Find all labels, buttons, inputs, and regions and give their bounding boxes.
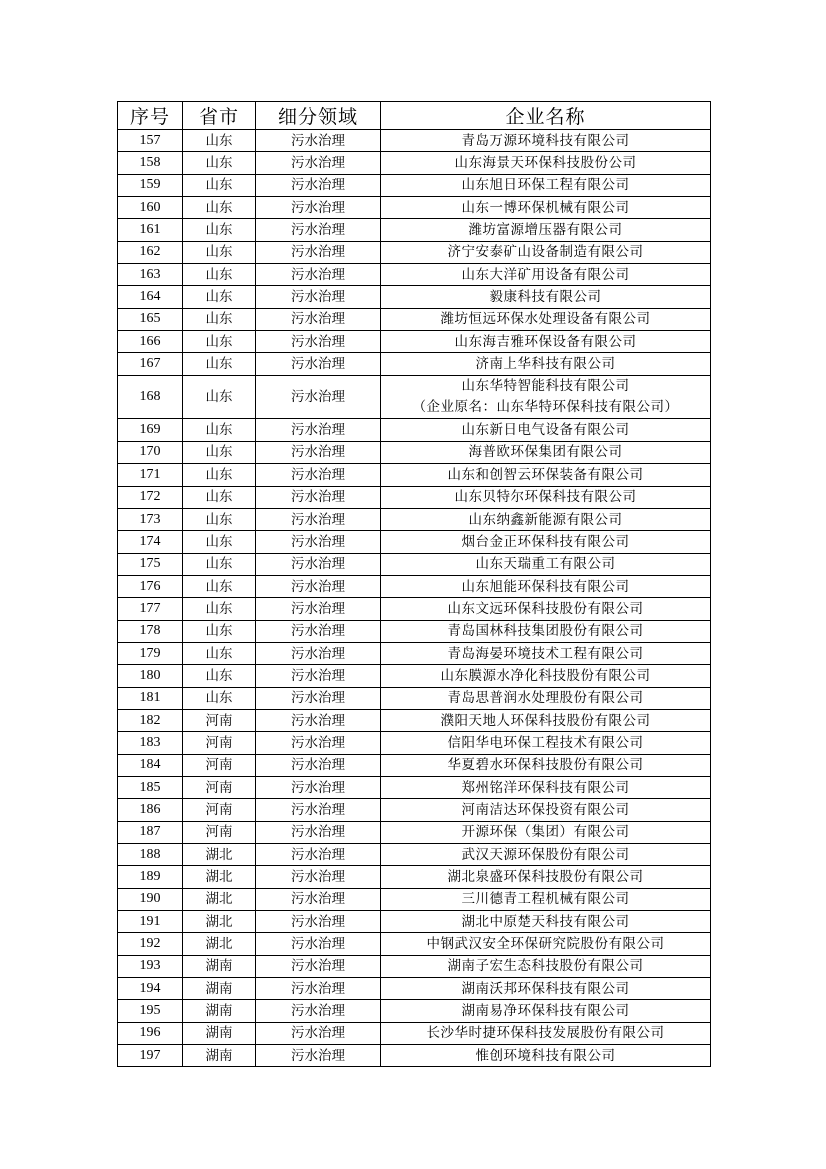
cell-company-name: 湖南易净环保科技有限公司 (381, 1000, 711, 1022)
company-list-table (117, 101, 711, 1067)
table-row (118, 978, 711, 1000)
cell-company-name: 青岛万源环境科技有限公司 (381, 130, 711, 152)
cell-province: 湖南 (183, 1000, 256, 1022)
table-row (118, 1045, 711, 1067)
cell-seq: 174 (118, 531, 183, 553)
cell-province: 湖南 (183, 1045, 256, 1067)
cell-seq: 192 (118, 933, 183, 955)
cell-seq: 162 (118, 241, 183, 263)
cell-company-name: 长沙华时捷环保科技发展股份有限公司 (381, 1022, 711, 1044)
cell-province: 山东 (183, 665, 256, 687)
cell-seq: 169 (118, 419, 183, 441)
cell-company-name: 山东新日电气设备有限公司 (381, 419, 711, 441)
cell-seq: 180 (118, 665, 183, 687)
cell-company-name: 开源环保（集团）有限公司 (381, 821, 711, 843)
cell-field: 污水治理 (256, 264, 381, 286)
table-row (118, 1000, 711, 1022)
cell-province: 河南 (183, 799, 256, 821)
cell-field: 污水治理 (256, 331, 381, 353)
company-former-name-note: （企业原名：山东华特环保科技有限公司） (412, 399, 679, 416)
table-row (118, 620, 711, 642)
cell-field: 污水治理 (256, 1000, 381, 1022)
cell-field: 污水治理 (256, 353, 381, 375)
table-row (118, 486, 711, 508)
cell-province: 河南 (183, 754, 256, 776)
cell-company-name: 湖北中原楚天科技有限公司 (381, 911, 711, 933)
cell-company-name: 山东一博环保机械有限公司 (381, 197, 711, 219)
cell-field: 污水治理 (256, 732, 381, 754)
table-row (118, 575, 711, 597)
cell-province: 山东 (183, 241, 256, 263)
cell-field: 污水治理 (256, 508, 381, 530)
cell-province: 湖北 (183, 888, 256, 910)
table-row (118, 531, 711, 553)
cell-seq: 163 (118, 264, 183, 286)
cell-field: 污水治理 (256, 844, 381, 866)
cell-company-name: 山东旭能环保科技有限公司 (381, 575, 711, 597)
cell-province: 山东 (183, 441, 256, 463)
cell-company-name: 青岛思普润水处理股份有限公司 (381, 687, 711, 709)
cell-field: 污水治理 (256, 308, 381, 330)
cell-seq: 179 (118, 642, 183, 664)
cell-company-name: 华夏碧水环保科技股份有限公司 (381, 754, 711, 776)
cell-company-name: 湖南沃邦环保科技有限公司 (381, 978, 711, 1000)
cell-seq: 166 (118, 331, 183, 353)
cell-province: 山东 (183, 620, 256, 642)
table-row (118, 419, 711, 441)
cell-seq: 176 (118, 575, 183, 597)
cell-field: 污水治理 (256, 286, 381, 308)
table-row (118, 844, 711, 866)
cell-province: 山东 (183, 598, 256, 620)
cell-field: 污水治理 (256, 486, 381, 508)
cell-company-name: 潍坊恒远环保水处理设备有限公司 (381, 308, 711, 330)
cell-province: 湖北 (183, 844, 256, 866)
cell-province: 河南 (183, 821, 256, 843)
cell-province: 湖北 (183, 866, 256, 888)
cell-company-name (381, 375, 711, 419)
cell-field: 污水治理 (256, 152, 381, 174)
cell-field: 污水治理 (256, 197, 381, 219)
cell-seq: 197 (118, 1045, 183, 1067)
cell-seq: 194 (118, 978, 183, 1000)
cell-field: 污水治理 (256, 821, 381, 843)
cell-province: 山东 (183, 575, 256, 597)
table-row (118, 709, 711, 731)
cell-province: 河南 (183, 732, 256, 754)
cell-province: 山东 (183, 464, 256, 486)
cell-province: 山东 (183, 286, 256, 308)
table-row (118, 754, 711, 776)
cell-province: 山东 (183, 331, 256, 353)
cell-province: 山东 (183, 219, 256, 241)
cell-province: 山东 (183, 508, 256, 530)
cell-field: 污水治理 (256, 620, 381, 642)
cell-seq: 160 (118, 197, 183, 219)
cell-seq: 168 (118, 375, 183, 419)
cell-field: 污水治理 (256, 1045, 381, 1067)
cell-company-name: 惟创环境科技有限公司 (381, 1045, 711, 1067)
cell-company-name: 山东天瑞重工有限公司 (381, 553, 711, 575)
table-row (118, 821, 711, 843)
cell-province: 山东 (183, 642, 256, 664)
cell-field: 污水治理 (256, 174, 381, 196)
cell-province: 河南 (183, 776, 256, 798)
cell-province: 山东 (183, 130, 256, 152)
cell-field: 污水治理 (256, 419, 381, 441)
table-row (118, 911, 711, 933)
cell-company-name: 济宁安泰矿山设备制造有限公司 (381, 241, 711, 263)
table-row (118, 776, 711, 798)
cell-province: 山东 (183, 687, 256, 709)
table-row (118, 642, 711, 664)
cell-field: 污水治理 (256, 219, 381, 241)
table-row (118, 1022, 711, 1044)
cell-seq: 167 (118, 353, 183, 375)
cell-seq: 184 (118, 754, 183, 776)
cell-province: 湖北 (183, 911, 256, 933)
table-row (118, 308, 711, 330)
table-row (118, 665, 711, 687)
cell-company-name: 河南洁达环保投资有限公司 (381, 799, 711, 821)
table-row (118, 197, 711, 219)
cell-field: 污水治理 (256, 375, 381, 419)
cell-company-name: 湖南子宏生态科技股份有限公司 (381, 955, 711, 977)
cell-field: 污水治理 (256, 130, 381, 152)
cell-company-name: 山东文远环保科技股份有限公司 (381, 598, 711, 620)
cell-company-name: 潍坊富源增压器有限公司 (381, 219, 711, 241)
cell-field: 污水治理 (256, 709, 381, 731)
cell-province: 湖南 (183, 1022, 256, 1044)
cell-company-name: 济南上华科技有限公司 (381, 353, 711, 375)
cell-field: 污水治理 (256, 575, 381, 597)
cell-field: 污水治理 (256, 642, 381, 664)
cell-province: 山东 (183, 531, 256, 553)
cell-seq: 195 (118, 1000, 183, 1022)
cell-company-name: 山东大洋矿用设备有限公司 (381, 264, 711, 286)
table-row (118, 933, 711, 955)
cell-field: 污水治理 (256, 754, 381, 776)
cell-seq: 165 (118, 308, 183, 330)
table-row (118, 375, 711, 419)
table-header-row (118, 102, 711, 130)
cell-province: 湖北 (183, 933, 256, 955)
cell-seq: 173 (118, 508, 183, 530)
company-name-line: 山东华特智能科技有限公司 (461, 378, 630, 395)
cell-seq: 161 (118, 219, 183, 241)
cell-company-name: 信阳华电环保工程技术有限公司 (381, 732, 711, 754)
cell-field: 污水治理 (256, 687, 381, 709)
header-company-name: 企业名称 (381, 102, 711, 130)
cell-seq: 191 (118, 911, 183, 933)
cell-company-name: 山东膜源水净化科技股份有限公司 (381, 665, 711, 687)
table-row (118, 286, 711, 308)
table-row (118, 152, 711, 174)
cell-seq: 181 (118, 687, 183, 709)
cell-seq: 171 (118, 464, 183, 486)
cell-province: 河南 (183, 709, 256, 731)
table-row (118, 219, 711, 241)
cell-company-name: 山东海吉雅环保设备有限公司 (381, 331, 711, 353)
cell-field: 污水治理 (256, 911, 381, 933)
cell-company-name: 山东和创智云环保装备有限公司 (381, 464, 711, 486)
table-row (118, 174, 711, 196)
cell-province: 山东 (183, 197, 256, 219)
cell-field: 污水治理 (256, 441, 381, 463)
cell-company-name: 山东旭日环保工程有限公司 (381, 174, 711, 196)
table-row (118, 353, 711, 375)
table-row (118, 687, 711, 709)
table-row (118, 598, 711, 620)
cell-province: 山东 (183, 375, 256, 419)
cell-province: 湖南 (183, 978, 256, 1000)
table-row (118, 888, 711, 910)
cell-company-name: 山东贝特尔环保科技有限公司 (381, 486, 711, 508)
cell-field: 污水治理 (256, 531, 381, 553)
cell-seq: 182 (118, 709, 183, 731)
cell-company-name: 烟台金正环保科技有限公司 (381, 531, 711, 553)
cell-seq: 196 (118, 1022, 183, 1044)
cell-company-name: 三川德青工程机械有限公司 (381, 888, 711, 910)
cell-company-name: 郑州铭洋环保科技有限公司 (381, 776, 711, 798)
cell-seq: 164 (118, 286, 183, 308)
cell-company-name: 湖北泉盛环保科技股份有限公司 (381, 866, 711, 888)
cell-seq: 185 (118, 776, 183, 798)
cell-company-name: 青岛海晏环境技术工程有限公司 (381, 642, 711, 664)
cell-field: 污水治理 (256, 598, 381, 620)
cell-company-name: 中钢武汉安全环保研究院股份有限公司 (381, 933, 711, 955)
cell-seq: 178 (118, 620, 183, 642)
cell-seq: 175 (118, 553, 183, 575)
cell-seq: 187 (118, 821, 183, 843)
table-row (118, 553, 711, 575)
table-row (118, 241, 711, 263)
table-row (118, 955, 711, 977)
cell-province: 湖南 (183, 955, 256, 977)
cell-field: 污水治理 (256, 241, 381, 263)
cell-province: 山东 (183, 553, 256, 575)
cell-field: 污水治理 (256, 978, 381, 1000)
cell-field: 污水治理 (256, 665, 381, 687)
cell-seq: 190 (118, 888, 183, 910)
cell-seq: 188 (118, 844, 183, 866)
cell-province: 山东 (183, 152, 256, 174)
cell-company-name: 武汉天源环保股份有限公司 (381, 844, 711, 866)
cell-company-name: 山东海景天环保科技股份公司 (381, 152, 711, 174)
table-row (118, 264, 711, 286)
cell-province: 山东 (183, 486, 256, 508)
cell-province: 山东 (183, 264, 256, 286)
cell-field: 污水治理 (256, 866, 381, 888)
cell-field: 污水治理 (256, 888, 381, 910)
table-row (118, 866, 711, 888)
cell-company-name: 毅康科技有限公司 (381, 286, 711, 308)
header-seq: 序号 (118, 102, 183, 130)
cell-seq: 183 (118, 732, 183, 754)
cell-seq: 157 (118, 130, 183, 152)
cell-seq: 158 (118, 152, 183, 174)
header-province: 省市 (183, 102, 256, 130)
cell-field: 污水治理 (256, 464, 381, 486)
cell-company-name: 山东纳鑫新能源有限公司 (381, 508, 711, 530)
cell-company-name: 青岛国林科技集团股份有限公司 (381, 620, 711, 642)
table-body (118, 130, 711, 1067)
cell-company-name: 海普欧环保集团有限公司 (381, 441, 711, 463)
table-row (118, 331, 711, 353)
cell-seq: 186 (118, 799, 183, 821)
cell-province: 山东 (183, 308, 256, 330)
cell-field: 污水治理 (256, 799, 381, 821)
table-row (118, 732, 711, 754)
cell-field: 污水治理 (256, 553, 381, 575)
table-row (118, 799, 711, 821)
table-row (118, 130, 711, 152)
cell-field: 污水治理 (256, 933, 381, 955)
cell-seq: 189 (118, 866, 183, 888)
cell-seq: 193 (118, 955, 183, 977)
cell-seq: 177 (118, 598, 183, 620)
cell-seq: 172 (118, 486, 183, 508)
cell-field: 污水治理 (256, 776, 381, 798)
table-row (118, 508, 711, 530)
cell-province: 山东 (183, 174, 256, 196)
cell-seq: 159 (118, 174, 183, 196)
table-row (118, 441, 711, 463)
cell-province: 山东 (183, 419, 256, 441)
cell-field: 污水治理 (256, 1022, 381, 1044)
cell-company-name: 濮阳天地人环保科技股份有限公司 (381, 709, 711, 731)
table-row (118, 464, 711, 486)
cell-field: 污水治理 (256, 955, 381, 977)
cell-province: 山东 (183, 353, 256, 375)
header-field: 细分领域 (256, 102, 381, 130)
cell-seq: 170 (118, 441, 183, 463)
